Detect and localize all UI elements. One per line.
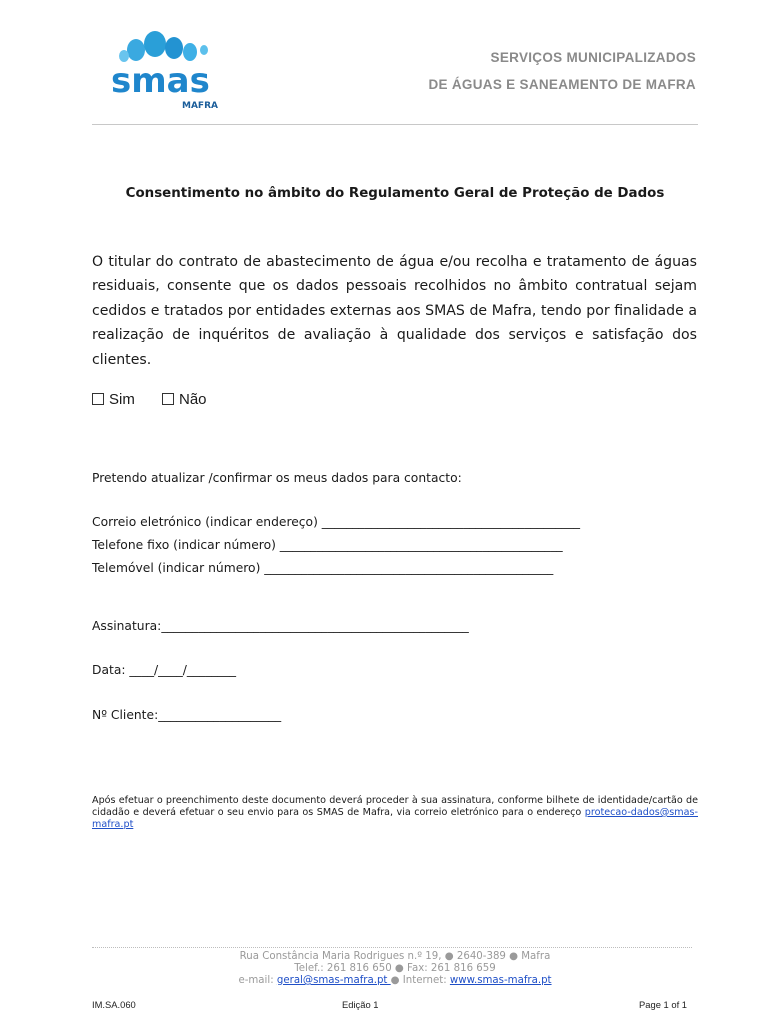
footer-internet-label: ● Internet: — [390, 975, 450, 986]
footer-email-link[interactable]: geral@smas-mafra.pt — [276, 975, 391, 986]
org-name-line2: DE ÁGUAS E SANEAMENTO DE MAFRA — [428, 77, 696, 92]
footer-divider — [92, 947, 692, 948]
date-field[interactable]: Data: ____/____/________ — [92, 663, 237, 677]
footer-contacts — [92, 975, 698, 986]
footer-website-link[interactable]: www.smas-mafra.pt — [449, 975, 552, 986]
footer-phones: Telef.: 261 816 650 ● Fax: 261 816 659 — [294, 963, 496, 974]
email-field[interactable]: Correio eletrónico (indicar endereço) __________________________________________ — [92, 515, 581, 529]
landline-field[interactable]: Telefone fixo (indicar número) ______________________________________________ — [92, 538, 563, 552]
droplets-icon — [119, 31, 208, 62]
smas-logo — [108, 30, 228, 112]
page-number: Page 1 of 1 — [639, 999, 687, 1010]
footer-email-label: e-mail: — [238, 975, 277, 986]
submission-note — [92, 795, 698, 831]
signature-field[interactable]: Assinatura:__________________________________________________ — [92, 619, 469, 633]
option-sim[interactable] — [92, 391, 135, 408]
checkbox-icon[interactable] — [92, 393, 104, 405]
checkbox-icon[interactable] — [162, 393, 174, 405]
note-text: Após efetuar o preenchimento deste documento deverá proceder à sua assinatura, conforme bilhete de identidade/cartão de cidadão e deverá efetuar o seu envio para os SMAS de Mafra, via correio eletrónico para o endereço — [92, 795, 698, 818]
logo-wordmark: smas — [111, 61, 210, 101]
option-nao-label: Não — [179, 391, 207, 408]
update-intro-text: Pretendo atualizar /confirmar os meus dados para contacto: — [92, 471, 462, 485]
option-sim-label: Sim — [109, 391, 135, 408]
org-name-line1: SERVIÇOS MUNICIPALIZADOS — [490, 50, 696, 65]
consent-paragraph: O titular do contrato de abastecimento de água e/ou recolha e tratamento de águas residuais, consente que os dados pessoais recolhidos no âmbito contratual sejam cedidos e tratados por entidades externas aos SMAS de Mafra, tendo por finalidade a realização de inquéritos de avaliação à qualidade dos serviços e satisfação dos clientes. — [92, 254, 697, 368]
footer-address: Rua Constância Maria Rodrigues n.º 19, ● 2640-389 ● Mafra — [239, 951, 551, 962]
mobile-field[interactable]: Telemóvel (indicar número) _______________________________________________ — [92, 561, 554, 575]
client-number-field[interactable]: Nº Cliente:____________________ — [92, 708, 282, 722]
form-code: IM.SA.060 — [92, 999, 136, 1010]
option-nao[interactable] — [162, 391, 207, 408]
privacy-email-link[interactable]: protecao-dados@smas-mafra.pt — [92, 807, 698, 830]
document-title: Consentimento no âmbito do Regulamento Geral de Proteção de Dados — [125, 186, 665, 201]
header-divider — [92, 124, 698, 125]
form-edition: Edição 1 — [342, 999, 379, 1010]
logo-subword: MAFRA — [182, 101, 218, 111]
